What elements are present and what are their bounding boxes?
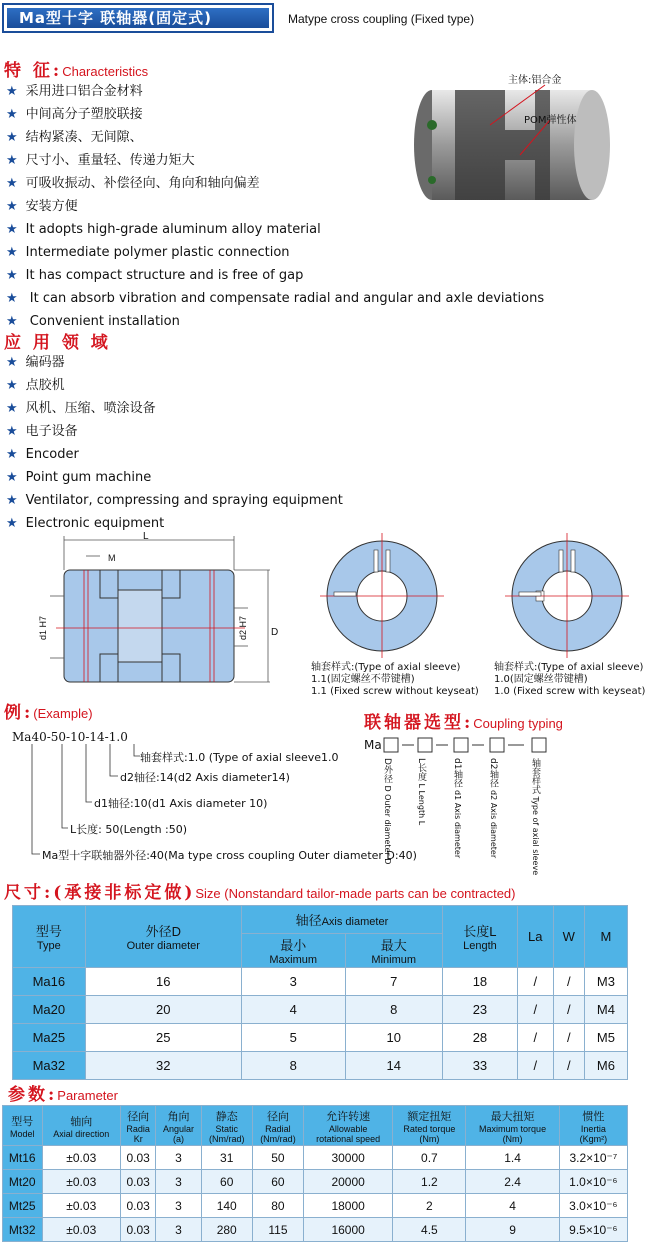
size-cell: 4	[241, 996, 345, 1024]
dim-D: D	[271, 627, 279, 638]
table-row	[13, 1052, 628, 1080]
size-cell: 8	[345, 996, 442, 1024]
param-header: 轴向 Axial direction	[42, 1106, 121, 1146]
characteristics-title-en: Characteristics	[62, 64, 149, 79]
param-cell: 3	[156, 1218, 201, 1242]
example-line-1: 轴套样式:1.0 (Type of axial sleeve1.0	[140, 751, 339, 764]
size-cell: 5	[241, 1024, 345, 1052]
star-icon: ★	[6, 355, 18, 370]
size-cell: 33	[442, 1052, 517, 1080]
size-title	[4, 878, 515, 903]
size-table	[12, 905, 628, 1080]
param-cell: 140	[201, 1194, 252, 1218]
size-cell: 3	[241, 968, 345, 996]
param-cell: 50	[252, 1146, 303, 1170]
star-icon: ★	[6, 84, 18, 99]
param-cell: 3	[156, 1194, 201, 1218]
characteristic-item-label: 采用进口铝合金材料	[25, 84, 143, 99]
application-item	[6, 374, 343, 397]
characteristic-item-label: It has compact structure and is free of gap	[25, 268, 304, 283]
size-cell: Ma32	[13, 1052, 86, 1080]
size-cell: 7	[345, 968, 442, 996]
param-cell: 20000	[304, 1170, 393, 1194]
param-cell: 60	[201, 1170, 252, 1194]
star-icon: ★	[6, 378, 18, 393]
application-item	[6, 397, 343, 420]
header-title: Ma型十字 联轴器(固定式)	[7, 8, 269, 28]
param-cell: ±0.03	[42, 1146, 121, 1170]
param-header: 静态 Static (Nm/rad)	[201, 1106, 252, 1146]
size-h-len: 长度L Length	[442, 906, 517, 968]
param-cell: 4.5	[393, 1218, 466, 1242]
example-code: Ma40-50-10-14-1.0	[12, 730, 128, 744]
param-cell: ±0.03	[42, 1170, 121, 1194]
size-cell: /	[553, 1024, 584, 1052]
param-cell: Mt20	[3, 1170, 43, 1194]
param-cell: 280	[201, 1218, 252, 1242]
param-cell: 2.4	[466, 1170, 559, 1194]
param-cell: 31	[201, 1146, 252, 1170]
example-line-4: L长度: 50(Length :50)	[70, 823, 188, 836]
size-cell: 8	[241, 1052, 345, 1080]
application-item	[6, 351, 343, 374]
characteristic-item-label: Convenient installation	[25, 314, 180, 329]
header-banner	[2, 3, 274, 33]
param-cell: 3.0×10⁻⁶	[559, 1194, 627, 1218]
size-cell: 14	[345, 1052, 442, 1080]
size-cell: /	[517, 1052, 553, 1080]
characteristic-item	[6, 241, 544, 264]
header-subtitle: Matype cross coupling (Fixed type)	[288, 12, 475, 26]
sleeve2-l2: 1.0(固定螺丝带键槽)	[494, 674, 588, 685]
typing-title	[364, 708, 563, 733]
param-header: 最大扭矩 Maximum torque (Nm)	[466, 1106, 559, 1146]
sleeve1-l3: 1.1 (Fixed screw without keyseat)	[311, 686, 479, 697]
size-cell: M6	[584, 1052, 627, 1080]
characteristic-item-label: 结构紧凑、无间隙、	[25, 130, 143, 145]
param-cell: 0.03	[121, 1170, 156, 1194]
param-cell: 2	[393, 1194, 466, 1218]
param-cell: 0.03	[121, 1218, 156, 1242]
param-title	[8, 1080, 118, 1105]
sleeve2-l1: 轴套样式:(Type of axial sleeve)	[494, 662, 644, 673]
size-title-cn: 尺寸:(承接非标定做)	[4, 883, 196, 903]
size-cell: /	[517, 968, 553, 996]
param-cell: 3	[156, 1146, 201, 1170]
typing-col: d1轴径 d1 Axis diameter	[452, 758, 462, 859]
applications-title: 应 用 领 域	[4, 333, 111, 353]
size-cell: /	[517, 1024, 553, 1052]
dim-d1: d1 H7	[38, 615, 48, 640]
param-cell: Mt32	[3, 1218, 43, 1242]
table-row	[13, 1024, 628, 1052]
star-icon: ★	[6, 291, 18, 306]
example-title-en: (Example)	[33, 706, 93, 721]
size-h-max: 最大 Minimum	[345, 934, 442, 968]
param-cell: 1.2	[393, 1170, 466, 1194]
size-cell: 28	[442, 1024, 517, 1052]
param-cell: 115	[252, 1218, 303, 1242]
characteristic-item-label: 可吸收振动、补偿径向、角向和轴向偏差	[25, 176, 260, 191]
sleeve2-caption	[494, 662, 645, 698]
example-title-cn: 例:	[4, 703, 34, 723]
table-row	[3, 1170, 628, 1194]
param-cell: 9	[466, 1218, 559, 1242]
param-cell: 0.03	[121, 1146, 156, 1170]
application-item-label: Ventilator, compressing and spraying equipment	[25, 493, 343, 508]
param-cell: 3.2×10⁻⁷	[559, 1146, 627, 1170]
typing-col: 轴套样式 Type of axial sleeve	[530, 758, 540, 876]
size-cell: 16	[85, 968, 241, 996]
application-item-label: 电子设备	[25, 424, 78, 439]
size-cell: 20	[85, 996, 241, 1024]
table-row	[3, 1194, 628, 1218]
characteristics-title	[4, 56, 148, 81]
star-icon: ★	[6, 493, 18, 508]
size-cell: /	[553, 1052, 584, 1080]
param-cell: 80	[252, 1194, 303, 1218]
star-icon: ★	[6, 222, 18, 237]
param-cell: 0.03	[121, 1194, 156, 1218]
param-cell: ±0.03	[42, 1194, 121, 1218]
param-cell: 30000	[304, 1146, 393, 1170]
param-cell: ±0.03	[42, 1218, 121, 1242]
characteristic-item-label: It can absorb vibration and compensate radial and angular and axle deviations	[25, 291, 545, 306]
application-item-label: Encoder	[25, 447, 79, 462]
application-item-label: 风机、压缩、喷涂设备	[25, 401, 156, 416]
dim-L: L	[143, 531, 149, 542]
characteristic-item-label: 安装方便	[25, 199, 78, 214]
dim-M: M	[108, 553, 116, 563]
typing-col: d2轴径 d2 Axis diameter	[488, 758, 498, 859]
star-icon: ★	[6, 516, 18, 531]
applications-list	[6, 351, 343, 535]
size-cell: 23	[442, 996, 517, 1024]
param-header: 惯性 Inertia (Kgm²)	[559, 1106, 627, 1146]
application-item	[6, 420, 343, 443]
star-icon: ★	[6, 424, 18, 439]
typing-prefix: Ma	[364, 738, 382, 752]
size-h-w: W	[553, 906, 584, 968]
size-cell: Ma16	[13, 968, 86, 996]
param-cell: 1.0×10⁻⁶	[559, 1170, 627, 1194]
typing-col: D外径 D Outer diameter D	[382, 758, 392, 865]
size-cell: Ma20	[13, 996, 86, 1024]
product-image	[410, 70, 655, 210]
size-cell: 25	[85, 1024, 241, 1052]
table-row	[13, 996, 628, 1024]
param-cell: 9.5×10⁻⁶	[559, 1218, 627, 1242]
example-title	[4, 698, 93, 723]
size-cell: M4	[584, 996, 627, 1024]
size-h-m: M	[584, 906, 627, 968]
size-h-od: 外径D Outer diameter	[85, 906, 241, 968]
param-cell: 1.4	[466, 1146, 559, 1170]
star-icon: ★	[6, 107, 18, 122]
size-title-en: Size (Nonstandard tailor-made parts can be contracted)	[195, 886, 516, 901]
characteristic-item-label: Intermediate polymer plastic connection	[25, 245, 290, 260]
size-h-axis: 轴径Axis diameter	[241, 906, 442, 934]
param-cell: 0.7	[393, 1146, 466, 1170]
size-cell: 18	[442, 968, 517, 996]
table-row	[3, 1146, 628, 1170]
sleeve1-l2: 1.1(固定螺丝不带键槽)	[311, 674, 415, 685]
size-h-min: 最小 Maximum	[241, 934, 345, 968]
star-icon: ★	[6, 245, 18, 260]
param-header: 角向 Angular (a)	[156, 1106, 201, 1146]
typing-title-en: Coupling typing	[473, 716, 563, 731]
example-line-3: d1轴径:10(d1 Axis diameter 10)	[94, 797, 268, 810]
application-item	[6, 489, 343, 512]
typing-col: L长度 L Length L	[416, 758, 426, 826]
size-cell: /	[553, 968, 584, 996]
typing-boxes	[380, 736, 560, 756]
size-h-la: La	[517, 906, 553, 968]
size-cell: 32	[85, 1052, 241, 1080]
characteristic-item-label: 尺寸小、重量轻、传递力矩大	[25, 153, 195, 168]
product-label-body: 主体:铝合金	[508, 75, 562, 86]
example-line-2: d2轴径:14(d2 Axis diameter14)	[120, 771, 290, 784]
param-cell: Mt16	[3, 1146, 43, 1170]
star-icon: ★	[6, 153, 18, 168]
sleeve1-caption	[311, 662, 479, 698]
param-header: 型号 Model	[3, 1106, 43, 1146]
size-cell: M3	[584, 968, 627, 996]
star-icon: ★	[6, 470, 18, 485]
star-icon: ★	[6, 401, 18, 416]
size-cell: M5	[584, 1024, 627, 1052]
characteristic-item	[6, 218, 544, 241]
sleeve1-l1: 轴套样式:(Type of axial sleeve)	[311, 662, 461, 673]
star-icon: ★	[6, 176, 18, 191]
dim-d2: d2 H7	[238, 615, 248, 640]
param-header: 径向 Radial (Nm/rad)	[252, 1106, 303, 1146]
application-item-label: 编码器	[25, 355, 65, 370]
example-line-5: Ma型十字联轴器外径:40(Ma type cross coupling Outer diameter D:40)	[42, 849, 417, 862]
application-item-label: Electronic equipment	[25, 516, 165, 531]
size-cell: /	[517, 996, 553, 1024]
characteristic-item	[6, 287, 544, 310]
characteristics-title-cn: 特 征:	[4, 61, 63, 81]
param-cell: 4	[466, 1194, 559, 1218]
application-item-label: Point gum machine	[25, 470, 152, 485]
application-item	[6, 443, 343, 466]
param-cell: 18000	[304, 1194, 393, 1218]
param-cell: 60	[252, 1170, 303, 1194]
product-label-pom: POM弹性体	[524, 115, 577, 126]
application-item-label: 点胶机	[25, 378, 65, 393]
param-title-cn: 参数:	[8, 1085, 58, 1105]
param-header: 允许转速 Allowable rotational speed	[304, 1106, 393, 1146]
param-header: 额定扭矩 Rated torque (Nm)	[393, 1106, 466, 1146]
characteristic-item-label: 中间高分子塑胶联接	[25, 107, 143, 122]
size-cell: 10	[345, 1024, 442, 1052]
star-icon: ★	[6, 199, 18, 214]
characteristic-item	[6, 264, 544, 287]
star-icon: ★	[6, 268, 18, 283]
table-row	[13, 968, 628, 996]
param-cell: 16000	[304, 1218, 393, 1242]
characteristic-item-label: It adopts high-grade aluminum alloy material	[25, 222, 321, 237]
size-cell: /	[553, 996, 584, 1024]
param-title-en: Parameter	[57, 1088, 118, 1103]
param-cell: 3	[156, 1170, 201, 1194]
param-header: 径向 Radia Kr	[121, 1106, 156, 1146]
param-cell: Mt25	[3, 1194, 43, 1218]
application-item	[6, 466, 343, 489]
star-icon: ★	[6, 447, 18, 462]
param-table	[2, 1105, 628, 1242]
table-row	[3, 1218, 628, 1242]
sleeve2-l3: 1.0 (Fixed screw with keyseat)	[494, 686, 646, 697]
typing-title-cn: 联轴器选型:	[364, 713, 474, 733]
size-h-type: 型号 Type	[13, 906, 86, 968]
star-icon: ★	[6, 314, 18, 329]
star-icon: ★	[6, 130, 18, 145]
size-cell: Ma25	[13, 1024, 86, 1052]
